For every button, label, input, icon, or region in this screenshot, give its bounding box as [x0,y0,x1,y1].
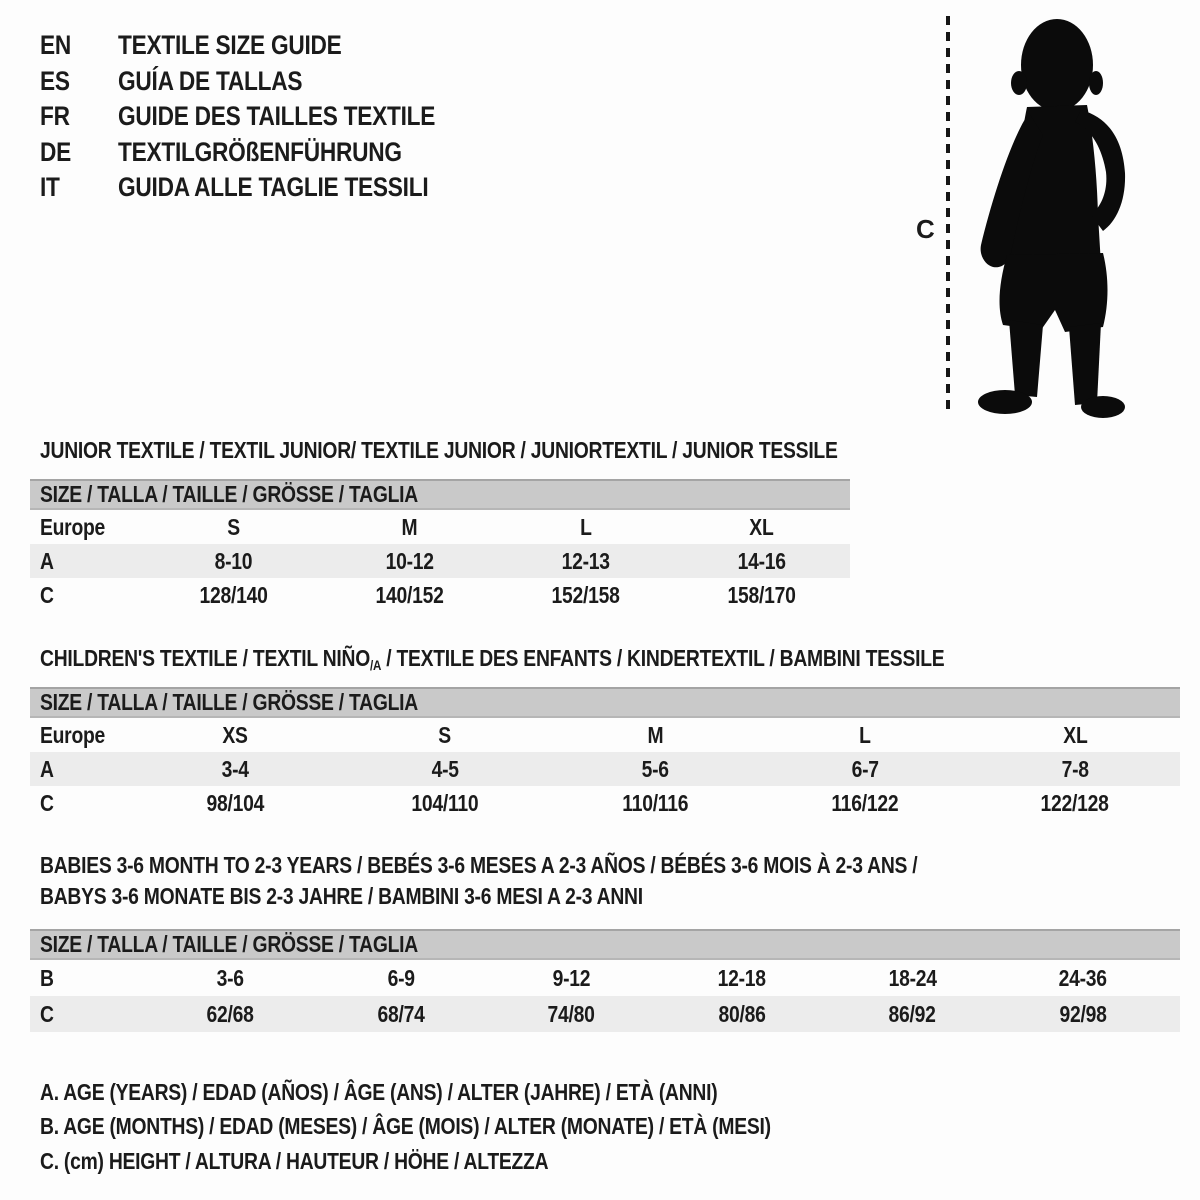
lang-code-de: DE [40,136,72,167]
junior-col-s: S [226,513,240,540]
value: 152/158 [551,581,620,608]
lang-code-it: IT [40,172,60,203]
value: 86/92 [888,1000,936,1027]
lang-row-fr [40,99,496,135]
children-section-title: CHILDREN'S TEXTILE / TEXTIL NIÑO/A / TEXTILE DES ENFANTS / KINDERTEXTIL / BAMBINI TESSILE [40,645,945,673]
value: 8-10 [214,547,252,574]
value: 104/110 [411,789,479,816]
value: 6-7 [851,755,879,782]
height-measure-label: C [916,214,935,244]
value: 3-4 [221,755,249,782]
value: 7-8 [1061,755,1089,782]
children-row-height [30,786,1180,820]
lang-label-de: TEXTILGRÖßENFÜHRUNG [118,136,402,167]
babies-row-months [30,960,1180,996]
babies-section-title [40,850,1085,912]
value: 92/98 [1059,1000,1107,1027]
row-label: C [40,789,54,816]
junior-section-title: JUNIOR TEXTILE / TEXTIL JUNIOR/ TEXTILE JUNIOR / JUNIORTEXTIL / JUNIOR TESSILE [40,437,838,463]
value: 140/152 [375,581,444,608]
junior-col-xl: XL [749,513,774,540]
junior-row-age [30,544,850,578]
lang-row-de [40,135,496,171]
value: 12-18 [717,964,766,991]
row-label: A [40,547,54,574]
language-header [40,28,496,206]
value: 5-6 [641,755,669,782]
children-col-xl: XL [1062,721,1088,748]
children-size-table [30,687,1180,820]
junior-size-bar: SIZE / TALLA / TAILLE / GRÖSSE / TAGLIA [30,479,850,510]
children-region-label: Europe [40,721,106,748]
babies-size-table [30,929,1180,1032]
lang-row-en [40,28,496,64]
lang-row-es [40,64,496,100]
footnote-age-months: B. AGE (MONTHS) / EDAD (MESES) / ÂGE (MOIS) / ALTER (MONATE) / ETÀ (MESI) [40,1113,771,1140]
footnote-height-cm: C. (cm) HEIGHT / ALTURA / HAUTEUR / HÖHE / ALTEZZA [40,1147,549,1174]
value: 3-6 [216,964,244,991]
lang-label-es: GUÍA DE TALLAS [118,65,303,96]
babies-title-line1: BABIES 3-6 MONTH TO 2-3 YEARS / BEBÉS 3-6 MESES A 2-3 AÑOS / BÉBÉS 3-6 MOIS À 2-3 ANS / [40,852,918,878]
children-col-xs: XS [222,721,248,748]
value: 68/74 [377,1000,425,1027]
junior-col-l: L [579,513,592,540]
value: 80/86 [718,1000,766,1027]
lang-label-en: TEXTILE SIZE GUIDE [118,30,342,61]
babies-row-height [30,996,1180,1032]
children-col-s: S [438,721,452,748]
row-label: A [40,755,54,782]
value: 12-13 [561,547,610,574]
value: 18-24 [888,964,937,991]
lang-label-it: GUIDA ALLE TAGLIE TESSILI [118,172,429,203]
lang-code-en: EN [40,30,72,61]
value: 62/68 [206,1000,254,1027]
value: 6-9 [387,964,415,991]
value: 122/128 [1040,789,1110,816]
footnote-age-years: A. AGE (YEARS) / EDAD (AÑOS) / ÂGE (ANS) / ALTER (JAHRE) / ETÀ (ANNI) [40,1078,718,1105]
children-row-age [30,752,1180,786]
value: 4-5 [431,755,459,782]
children-col-l: L [859,721,871,748]
footnotes [40,1075,910,1179]
row-label: B [40,964,54,991]
height-measure-line [946,16,950,416]
value: 10-12 [385,547,434,574]
junior-col-m: M [401,513,418,540]
children-size-bar: SIZE / TALLA / TAILLE / GRÖSSE / TAGLIA [30,687,1180,718]
lang-label-fr: GUIDE DES TAILLES TEXTILE [118,101,436,132]
lang-code-es: ES [40,65,70,96]
value: 116/122 [831,789,899,816]
value: 98/104 [206,789,264,816]
value: 110/116 [622,789,688,816]
row-label: C [40,581,54,608]
toddler-silhouette-icon [963,15,1138,420]
children-col-m: M [647,721,663,748]
value: 9-12 [552,964,591,991]
junior-row-height [30,578,850,612]
children-columns-row [30,718,1180,752]
babies-title-line2: BABYS 3-6 MONATE BIS 2-3 JAHRE / BAMBINI 3-6 MESI A 2-3 ANNI [40,883,643,909]
value: 14-16 [737,547,786,574]
value: 128/140 [199,581,268,608]
lang-code-fr: FR [40,101,70,132]
junior-size-table [30,479,850,612]
value: 74/80 [547,1000,595,1027]
junior-columns-row [30,510,850,544]
value: 158/170 [727,581,796,608]
lang-row-it [40,170,496,206]
junior-region-label: Europe [40,513,106,540]
babies-size-bar: SIZE / TALLA / TAILLE / GRÖSSE / TAGLIA [30,929,1180,960]
value: 24-36 [1058,964,1107,991]
row-label: C [40,1000,54,1027]
nino-a-subscript: /A [370,657,382,673]
